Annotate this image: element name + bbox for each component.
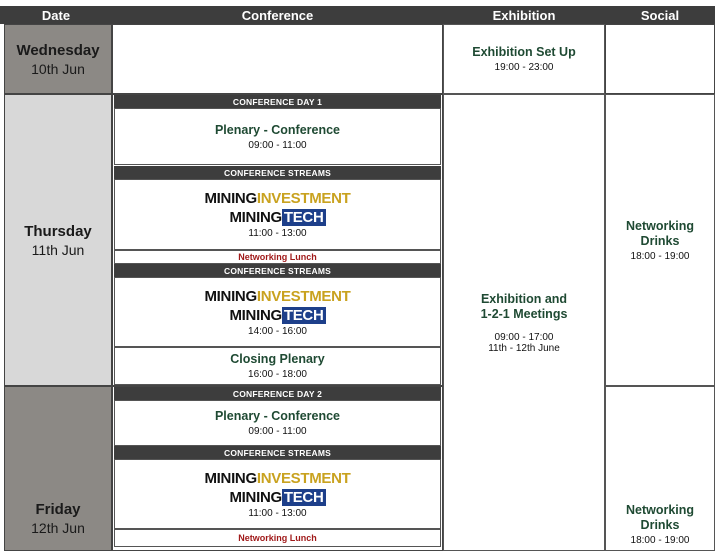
- logo-text: INVESTMENT: [256, 469, 351, 487]
- networking-lunch-row: [114, 529, 441, 547]
- conference-day-1-bar: CONFERENCE DAY 1: [114, 95, 441, 108]
- thursday-streams-box-1: [114, 179, 441, 250]
- header-social: Social: [605, 6, 715, 24]
- social-time: 18:00 - 19:00: [630, 250, 690, 262]
- exhibition-title-line-2: 1-2-1 Meetings: [480, 306, 568, 321]
- closing-plenary-box: [114, 347, 441, 385]
- plenary-time: 09:00 - 11:00: [248, 139, 307, 151]
- conference-streams-bar: CONFERENCE STREAMS: [114, 446, 441, 459]
- thursday-plenary-box: [114, 108, 441, 165]
- wednesday-exhibition-cell: [443, 24, 605, 94]
- closing-plenary-title: Closing Plenary: [230, 352, 325, 366]
- logo-text: MINING: [229, 306, 282, 324]
- mining-tech-logo: [229, 307, 325, 324]
- social-title-line-2: Drinks: [640, 518, 680, 532]
- logo-text: MINING: [229, 488, 282, 506]
- friday-streams-box: [114, 459, 441, 529]
- logo-text: MINING: [204, 469, 257, 487]
- plenary-title: Plenary - Conference: [214, 409, 341, 423]
- mining-tech-logo: [229, 489, 325, 506]
- day-date: 10th Jun: [31, 60, 85, 77]
- day-cell-friday: [4, 386, 112, 551]
- day-name: Friday: [35, 501, 81, 518]
- exhibition-setup-time: 19:00 - 23:00: [494, 62, 554, 73]
- networking-lunch-row: [114, 250, 441, 264]
- conference-streams-bar: CONFERENCE STREAMS: [114, 264, 441, 277]
- mining-investment-logo: [204, 288, 350, 305]
- logo-text: TECH: [283, 209, 324, 226]
- streams-time: 11:00 - 13:00: [248, 228, 307, 239]
- mining-tech-logo: [229, 209, 325, 226]
- wednesday-conference-cell: [112, 24, 443, 94]
- logo-text: INVESTMENT: [256, 190, 351, 207]
- exhibition-time: 09:00 - 17:00: [494, 331, 554, 343]
- plenary-title: Plenary - Conference: [214, 122, 341, 137]
- day-name: Thursday: [24, 222, 92, 240]
- day-date: 12th Jun: [31, 520, 85, 536]
- social-title-line-2: Drinks: [640, 233, 680, 248]
- day-date: 11th Jun: [31, 241, 85, 258]
- day-cell-thursday: [4, 94, 112, 386]
- thursday-social-cell: [605, 94, 715, 386]
- exhibition-meetings-cell: [443, 94, 605, 551]
- social-time: 18:00 - 19:00: [630, 535, 690, 546]
- networking-lunch-label: Networking Lunch: [238, 533, 317, 543]
- logo-text: TECH: [283, 306, 324, 324]
- logo-text: MINING: [229, 209, 282, 226]
- social-title-line-1: Networking: [625, 503, 695, 517]
- friday-social-cell: [605, 386, 715, 551]
- conference-streams-bar: CONFERENCE STREAMS: [114, 166, 441, 179]
- wednesday-social-cell: [605, 24, 715, 94]
- mining-investment-logo: [204, 470, 350, 487]
- exhibition-setup-title: Exhibition Set Up: [472, 45, 576, 59]
- logo-text: MINING: [204, 190, 257, 207]
- exhibition-dates: 11th - 12th June: [488, 342, 560, 354]
- day-name: Wednesday: [16, 41, 100, 59]
- header-date: Date: [0, 6, 112, 24]
- day-cell-wednesday: [4, 24, 112, 94]
- header-exhibition: Exhibition: [443, 6, 605, 24]
- thursday-streams-box-2: [114, 277, 441, 347]
- friday-plenary-box: [114, 400, 441, 446]
- logo-text: INVESTMENT: [256, 287, 351, 305]
- logo-text: MINING: [204, 287, 257, 305]
- networking-lunch-label: Networking Lunch: [238, 252, 317, 262]
- logo-text: TECH: [283, 488, 324, 506]
- social-title-line-1: Networking: [625, 218, 695, 233]
- closing-plenary-time: 16:00 - 18:00: [248, 369, 307, 380]
- header-conference: Conference: [112, 6, 443, 24]
- mining-investment-logo: [204, 190, 350, 207]
- exhibition-title-line-1: Exhibition and: [480, 291, 568, 306]
- streams-time: 14:00 - 16:00: [248, 325, 307, 337]
- plenary-time: 09:00 - 11:00: [248, 426, 307, 437]
- streams-time: 11:00 - 13:00: [248, 507, 307, 519]
- conference-day-2-bar: CONFERENCE DAY 2: [114, 387, 441, 400]
